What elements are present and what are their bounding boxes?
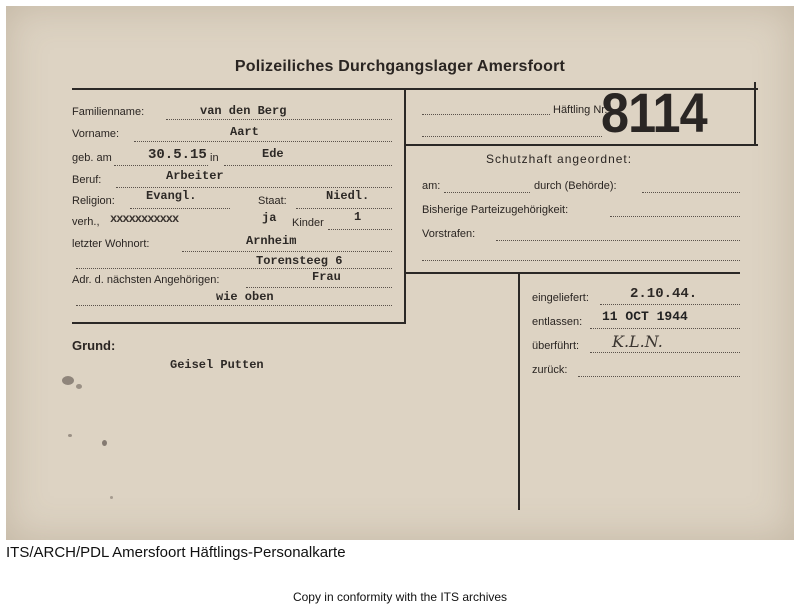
schutzhaft-label: Schutzhaft angeordnet: [486, 152, 633, 166]
right-lower-divider [518, 272, 520, 510]
archive-caption: ITS/ARCH/PDL Amersfoort Häftlings-Personalkarte [6, 544, 346, 561]
grund-label: Grund: [72, 338, 116, 353]
kinder-value: 1 [354, 210, 362, 224]
ink-speck [110, 496, 113, 499]
angehoerige-value-2: wie oben [216, 290, 274, 304]
personal-card [6, 6, 794, 540]
kinder-label: Kinder [292, 217, 324, 229]
familienname-value: van den Berg [200, 104, 287, 118]
vorstrafen-label: Vorstrafen: [422, 228, 476, 240]
left-bottom-line [72, 322, 406, 324]
haeftling-label: Häftling Nr. [553, 104, 608, 116]
eingeliefert-label: eingeliefert: [532, 292, 589, 304]
beruf-label: Beruf: [72, 174, 102, 186]
geb-am-value: 30.5.15 [148, 147, 207, 163]
religion-value: Evangl. [146, 189, 197, 203]
staat-label: Staat: [258, 195, 287, 207]
center-divider-line [404, 88, 406, 324]
right-edge-line [754, 82, 756, 146]
entlassen-stamp: 11 OCT 1944 [602, 309, 688, 324]
angehoerige-value: Frau [312, 270, 341, 284]
familienname-label: Familienname: [72, 106, 145, 118]
vorname-label: Vorname: [72, 128, 120, 140]
vorname-value: Aart [230, 125, 259, 139]
zurueck-label: zurück: [532, 364, 568, 376]
verh-label: verh., [72, 216, 100, 228]
archive-footer: Copy in conformity with the ITS archives [292, 590, 508, 604]
partei-label: Bisherige Parteizugehörigkeit: [422, 204, 569, 216]
angehoerige-label: Adr. d. nächsten Angehörigen: [72, 274, 220, 286]
haeftling-number: 8114 [601, 81, 707, 144]
card-title: Polizeiliches Durchgangslager Amersfoort [234, 58, 566, 75]
verh-struck-text: xxxxxxxxxxx [110, 212, 179, 226]
in-label: in [210, 152, 219, 164]
ink-stain [62, 376, 74, 385]
in-value: Ede [262, 147, 284, 161]
verh-value: ja [262, 211, 277, 225]
staat-value: Niedl. [326, 189, 370, 203]
wohnort-street: Torensteeg 6 [256, 254, 343, 268]
ueberfuehrt-value: K.L.N. [612, 332, 663, 351]
right-mid-line [404, 272, 740, 274]
ink-speck [68, 434, 72, 437]
religion-label: Religion: [72, 195, 115, 207]
eingeliefert-value: 2.10.44. [630, 286, 698, 302]
ueberfuehrt-label: überführt: [532, 340, 580, 352]
wohnort-value: Arnheim [246, 234, 297, 248]
beruf-value: Arbeiter [166, 169, 224, 183]
geb-am-label: geb. am [72, 152, 112, 164]
ink-speck [102, 440, 107, 446]
wohnort-label: letzter Wohnort: [72, 238, 150, 250]
ink-stain [76, 384, 82, 389]
durch-label: durch (Behörde): [534, 180, 617, 192]
entlassen-label: entlassen: [532, 316, 583, 328]
grund-value: Geisel Putten [170, 358, 264, 372]
am-label: am: [422, 180, 441, 192]
